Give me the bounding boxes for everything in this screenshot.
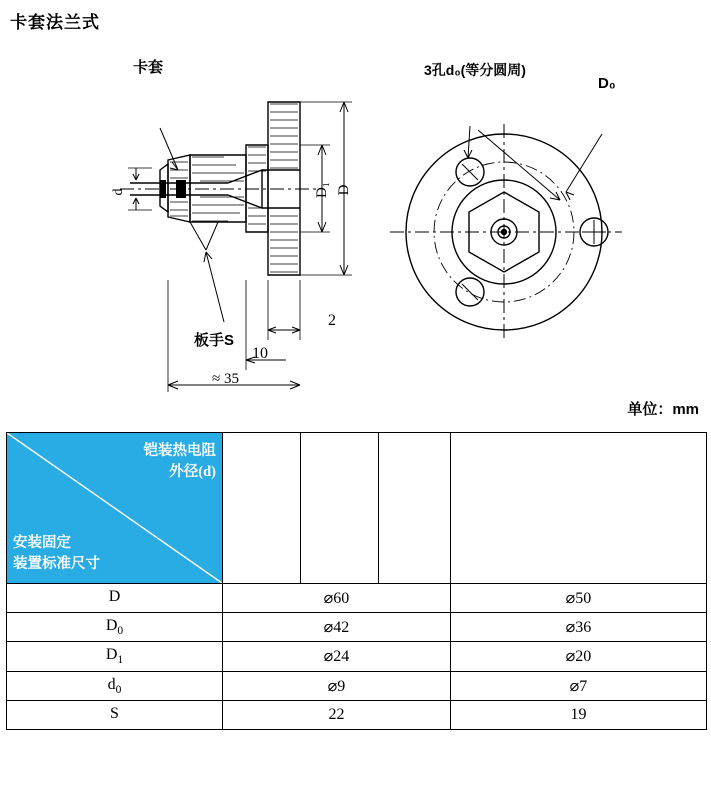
svg-text:≈ 35: ≈ 35: [212, 371, 239, 387]
dimension-table: [6, 432, 707, 730]
corner-bottom-line2: 装置标准尺寸: [13, 555, 100, 572]
row-label-D1: $D_1$: [7, 642, 223, 671]
svg-text:10: 10: [252, 345, 268, 362]
table-row: [7, 642, 707, 671]
row-D-value-group1: ⌀60: [223, 584, 451, 613]
column-header-d6: ⌀6: [223, 433, 301, 584]
row-label-S: S: [7, 700, 223, 729]
column-header-d5: ⌀5: [301, 433, 379, 584]
svg-text:3孔d₀(等分圆周): 3孔d₀(等分圆周): [424, 62, 526, 78]
svg-text:2: 2: [328, 312, 336, 329]
table-row: [7, 671, 707, 700]
svg-text:板手S: 板手S: [194, 332, 235, 349]
row-label-D: D: [7, 584, 223, 613]
row-d0-value-group2: ⌀7: [451, 671, 707, 700]
page-title: 卡套法兰式: [10, 13, 100, 32]
column-header-d4: ⌀4: [379, 433, 451, 584]
table-corner-cell: [7, 433, 223, 584]
corner-top-line1: 铠装热电阻: [143, 443, 216, 459]
corner-top-line2: 外径(d): [169, 464, 216, 481]
svg-text:D₁: D₁: [314, 181, 330, 199]
table-header-row: [7, 433, 707, 584]
row-D1-value-group2: ⌀20: [451, 642, 707, 671]
unit-note: 单位：mm: [627, 401, 699, 418]
technical-drawing: [0, 40, 711, 400]
row-S-value-group2: 19: [451, 700, 707, 729]
svg-text:D₀: D₀: [598, 75, 616, 92]
table-row: [7, 700, 707, 729]
row-d0-value-group1: ⌀9: [223, 671, 451, 700]
corner-bottom-line1: 安装固定: [13, 534, 71, 551]
row-label-d0: $d_0$: [7, 671, 223, 700]
row-D0-value-group2: ⌀36: [451, 613, 707, 642]
table-row: [7, 584, 707, 613]
row-D-value-group2: ⌀50: [451, 584, 707, 613]
table-row: [7, 613, 707, 642]
row-label-D0: $D_0$: [7, 613, 223, 642]
svg-text:卡套: 卡套: [133, 59, 164, 76]
svg-text:d: d: [111, 188, 126, 196]
row-S-value-group1: 22: [223, 700, 451, 729]
row-D1-value-group1: ⌀24: [223, 642, 451, 671]
row-D0-value-group1: ⌀42: [223, 613, 451, 642]
column-header-d3: ⌀3: [451, 433, 707, 584]
svg-text:D: D: [336, 184, 352, 196]
